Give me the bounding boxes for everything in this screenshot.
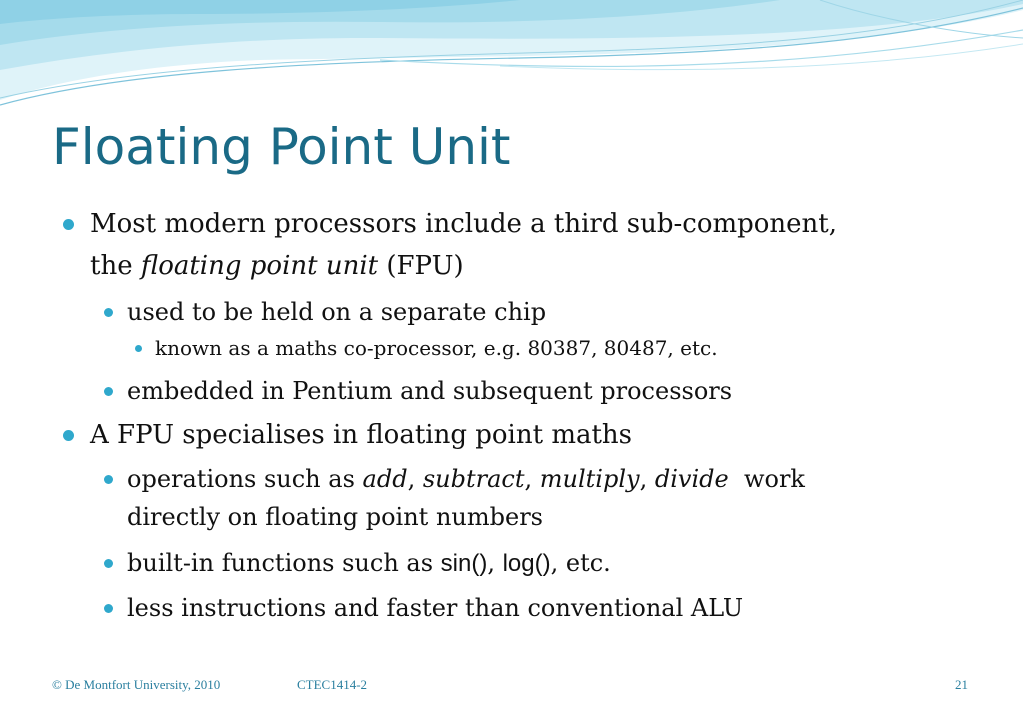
bullet-text: the xyxy=(90,251,141,281)
bullet-text: , etc. xyxy=(550,549,611,577)
sub-bullet-item xyxy=(60,293,960,331)
bullet-text: Most modern processors include a third sub-component, xyxy=(90,209,838,239)
sub-sub-bullet-item xyxy=(60,331,960,365)
bullet-dot-icon xyxy=(104,559,113,568)
bullet-text: directly on floating point numbers xyxy=(127,503,543,531)
bullet-text: known as a maths co-processor, e.g. 80387, 80487, etc. xyxy=(155,336,718,360)
footer-page-number: 21 xyxy=(955,677,968,692)
bullet-text: embedded in Pentium and subsequent processors xyxy=(127,377,733,405)
bullet-dot-icon xyxy=(135,345,142,352)
sub-bullet-item xyxy=(60,589,960,627)
bullet-text: built-in functions such as xyxy=(127,549,441,577)
code-function-log: log() xyxy=(502,550,551,577)
sub-bullet-item xyxy=(60,544,960,583)
bullet-text: , xyxy=(487,549,503,577)
bullet-item xyxy=(60,414,960,456)
bullet-dot-icon xyxy=(63,219,74,230)
bullet-dot-icon xyxy=(63,430,74,441)
bullet-emphasis: multiply xyxy=(539,465,640,493)
bullet-emphasis: floating point unit xyxy=(140,251,379,281)
bullet-emphasis: subtract xyxy=(422,465,525,493)
footer-copyright: © De Montfort University, 2010 xyxy=(52,677,221,692)
slide-title: Floating Point Unit xyxy=(52,118,511,176)
bullet-text: , xyxy=(407,465,423,493)
bullet-text: work xyxy=(728,465,805,493)
code-function-sin: sin() xyxy=(440,550,488,577)
bullet-text: (FPU) xyxy=(378,251,464,281)
bullet-dot-icon xyxy=(104,308,113,317)
bullet-text: used to be held on a separate chip xyxy=(127,298,547,326)
bullet-text: less instructions and faster than conventional ALU xyxy=(127,594,744,622)
header-wave-decoration xyxy=(0,0,1023,120)
bullet-emphasis: divide xyxy=(654,465,729,493)
bullet-dot-icon xyxy=(104,387,113,396)
bullet-item xyxy=(60,203,960,287)
bullet-text: , xyxy=(524,465,540,493)
footer-course-code: CTEC1414-2 xyxy=(297,677,368,692)
bullet-text: A FPU specialises in floating point maths xyxy=(90,420,633,450)
bullet-text: , xyxy=(639,465,655,493)
sub-bullet-item xyxy=(60,460,960,536)
sub-bullet-item xyxy=(60,372,960,410)
bullet-dot-icon xyxy=(104,604,113,613)
bullet-dot-icon xyxy=(104,475,113,484)
bullet-text: operations such as xyxy=(127,465,363,493)
slide-body xyxy=(60,203,960,627)
bullet-emphasis: add xyxy=(362,465,408,493)
